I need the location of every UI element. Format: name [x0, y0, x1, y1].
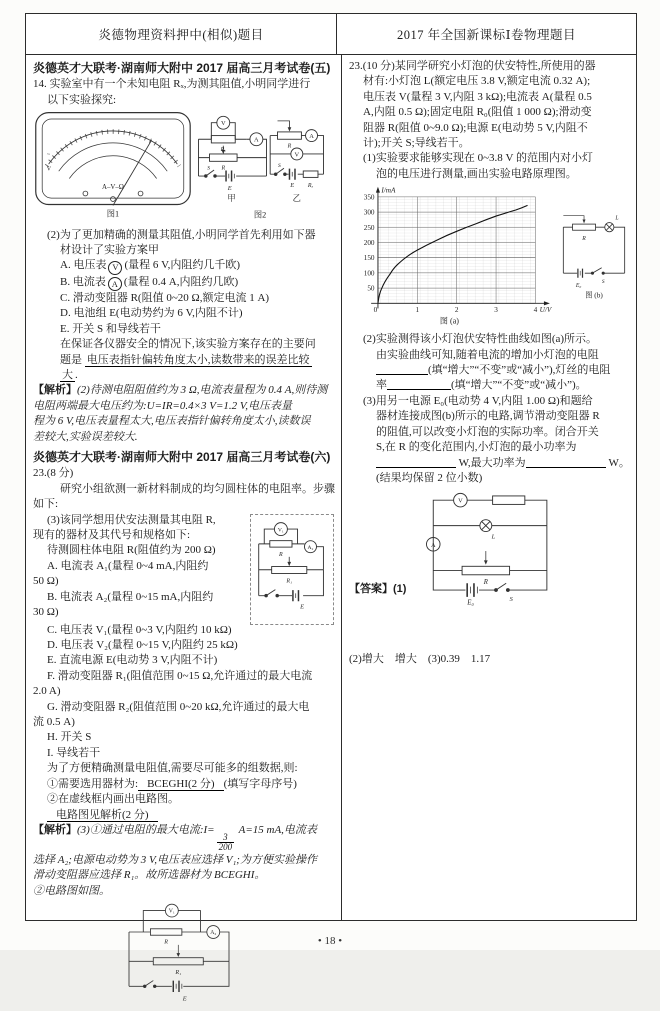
voltmeter-v1-icon: V₁	[277, 527, 284, 534]
selection-underlined-answer: BCEGHI(2 分)	[138, 778, 224, 791]
multimeter-and-circuits-figure	[33, 108, 329, 222]
y-tick: 200	[363, 239, 375, 248]
question-23-body	[349, 74, 631, 151]
selection-suffix: (填写字母序号)	[223, 777, 297, 790]
text-line: F. 滑动变阻器 R₁(阻值范围 0~15 Ω,允许通过的最大电流	[47, 669, 313, 682]
text-line: 30 Ω)	[33, 606, 59, 619]
text-line: 23.(10 分)某同学研究小灯泡的伏安特性,所使用的器	[349, 60, 596, 72]
text-line: E. 直流电源 E(电动势 3 V,内阻不计)	[47, 654, 218, 667]
option-a-prefix: A. 电压表	[60, 259, 107, 272]
analysis-label: 【解析】	[33, 823, 77, 836]
x-tick: 1	[415, 306, 420, 315]
analysis2-first-line	[33, 383, 335, 398]
issue-underlined-answer2: 大	[62, 368, 73, 381]
r-label: R	[287, 143, 292, 150]
text-line: C. 电压表 V₁(量程 0~3 V,内阻约 10 kΩ)	[47, 623, 232, 636]
e0-label: E₀	[575, 283, 582, 290]
text-line: 为了方便精确测量电阻值,需要尽可能多的组数据,则:	[47, 762, 298, 775]
text-line: G. 滑动变阻器 R₂(阻值范围 0~20 kΩ,允许通过的最大电	[47, 700, 310, 713]
ammeter-a2-icon: A₂	[307, 544, 314, 551]
iv-curve-graph	[349, 184, 555, 329]
draw-note-underlined: 电路图见解析(2 分)	[47, 809, 158, 822]
option-b-prefix: B. 电流表	[60, 275, 106, 288]
y-tick: 300	[363, 208, 375, 217]
lamp-l-label: L	[491, 533, 496, 541]
option-a-suffix: (量程 6 V,内阻约几千欧)	[124, 259, 241, 272]
figure-a-b-row	[349, 184, 631, 329]
question-23-head: 23.(8 分)	[33, 467, 74, 480]
right-column	[342, 55, 637, 920]
analysis3-first-line	[33, 823, 335, 853]
text-line: (3)用另一电源 E₀(电动势 4 V,内阻 1.00 Ω)和题给	[363, 394, 593, 407]
selection-prefix: ①需要选用器材为:	[47, 777, 139, 790]
meter-v-label: V	[46, 166, 52, 173]
table-header-row	[26, 14, 636, 55]
blank-line	[349, 456, 631, 471]
circuit-jia	[198, 116, 266, 203]
analysis3-prefix: (3)①通过电阻的最大电流:I=	[77, 823, 215, 836]
rx-label: Rₓ	[220, 147, 226, 154]
option-b-line	[33, 275, 335, 291]
text-line: C. 滑动变阻器 R(阻值 0~20 Ω,额定电流 1 A)	[60, 291, 270, 304]
fraction-3-over-200	[217, 833, 235, 853]
analysis3-suffix: A=15 mA,电流表	[236, 823, 317, 836]
text-line: (1)实验要求能够实现在 0~3.8 V 的范围内对小灯	[363, 152, 594, 165]
voltmeter-icon: V	[458, 498, 463, 506]
text-line: 研究小组欲测一新材料制成的均匀圆柱体的电阻率。步骤	[60, 482, 335, 495]
answer-section	[349, 490, 631, 642]
selection-answer-line	[33, 777, 335, 792]
text-line: 材设计了实验方案甲	[60, 244, 159, 257]
exam6-heading: 炎德英才大联考·湖南师大附中 2017 届高三月考试卷(六)	[33, 450, 331, 464]
text-line: S,在 R 的变化范围内,小灯泡的最小功率为	[376, 441, 577, 454]
analysis2-block	[33, 399, 335, 445]
figure-a-caption: 图 (a)	[439, 316, 459, 326]
voltmeter-letter: V	[112, 262, 119, 273]
x-tick: 2	[454, 306, 459, 315]
text-line: H. 开关 S	[47, 731, 92, 744]
text-line: 14. 实验室中有一个未知电阻 Rₓ,为测其阻值,小明同学进行	[33, 78, 311, 91]
ammeter-letter: A	[111, 278, 118, 289]
ammeter-icon: A	[254, 136, 259, 144]
apparatus-block-with-figure	[33, 513, 335, 623]
option-b-suffix: (量程 0.4 A,内阻约几欧)	[123, 275, 239, 288]
text-line: ②电路图如图。	[33, 884, 110, 897]
lamp-l-label: L	[615, 215, 619, 222]
s-label: S	[277, 163, 281, 170]
text-line: E. 开关 S 和导线若干	[60, 322, 161, 335]
jia-caption: 甲	[227, 194, 236, 204]
text-line: 2.0 A)	[33, 685, 61, 698]
text-line: 待测圆柱体电阻 R(阻值约为 200 Ω)	[47, 544, 216, 557]
analysis2-text: (2)待测电阻阻值约为 3 Ω,电流表量程为 0.4 A,则待测	[77, 384, 328, 397]
analysis3-block	[33, 853, 335, 899]
dashed-circuit-box	[250, 514, 334, 625]
y-tick: 100	[363, 269, 375, 278]
text-line: 电压表 V(量程 3 V,内阻 3 kΩ);电流表 A(量程 0.5	[363, 90, 592, 103]
r1-label: R₁	[286, 578, 293, 585]
draw-note-line	[33, 808, 335, 823]
answer-circuit-large-figure	[109, 899, 259, 1005]
blank-line	[349, 363, 631, 378]
circuit-yi	[270, 121, 323, 203]
header-left-title: 炎德物理资料押中(相似)题目	[26, 14, 337, 54]
options-rest-block	[33, 291, 335, 353]
text-line: 如下:	[33, 498, 59, 511]
option-a-line	[33, 258, 335, 274]
text-line: 计);开关 S;导线若干。	[363, 137, 470, 150]
fraction-denominator: 200	[218, 842, 233, 853]
figure2-caption: 图2	[253, 210, 267, 220]
voltmeter-v1-icon: V₁	[168, 908, 175, 915]
answer-blank	[376, 363, 428, 375]
text-line: 器材连接成图(b)所示的电路,调节滑动变阻器 R	[376, 410, 600, 423]
power-mid-text: W,最大功率为	[458, 456, 526, 469]
e0-label: E₀	[467, 599, 474, 607]
meter-avo-label: A–V–Ω	[102, 184, 124, 192]
text-line: 现有的器材及其代号和规格如下:	[33, 529, 191, 542]
r-label: R	[221, 165, 226, 172]
text-line: A. 电流表 A₁(量程 0~4 mA,内阻约	[47, 559, 209, 572]
ammeter-circle-icon	[108, 277, 122, 291]
rx-label: Rₓ	[307, 183, 314, 190]
issue-answer-line2	[33, 368, 335, 383]
s-label: S	[509, 596, 513, 604]
voltmeter-icon: V	[294, 151, 300, 159]
r1-label: R₁	[175, 970, 182, 977]
blank-suffix: (填“增大”“不变”或“减小”),灯丝的电阻	[428, 364, 611, 377]
exam5-heading: 炎德英才大联考·湖南师大附中 2017 届高三月考试卷(五)	[33, 61, 331, 75]
analysis-label: 【解析】	[33, 384, 77, 397]
blank-line	[349, 378, 631, 393]
blank-prefix: 率	[376, 379, 387, 392]
e-label: E	[182, 995, 187, 1003]
text-line: I. 导线若干	[47, 746, 101, 759]
answer-blank	[387, 378, 451, 390]
figure-b-caption: 图 (b)	[585, 291, 603, 300]
text-line: 差较大,实验误差较大.	[33, 430, 138, 443]
x-tick: 0	[373, 306, 378, 315]
r-label: R	[279, 551, 283, 558]
issue-suffix: .	[75, 368, 78, 381]
y-tick: 50	[367, 284, 375, 293]
text-line: (2)为了更加精确的测量其阻值,小明同学首先利用如下器	[47, 228, 316, 241]
x-axis-label: U/V	[539, 306, 552, 315]
text-line: 阻器 R(阻值 0~9.0 Ω);电源 E(电动势 5 V,内阻不	[363, 121, 588, 134]
power-end-text: W。	[608, 456, 630, 469]
text-line: 以下实验探究:	[47, 93, 117, 106]
blank-suffix: (填“增大”“不变”或“减小”)。	[451, 379, 587, 392]
r-label: R	[582, 236, 586, 243]
y-tick: 250	[363, 224, 375, 233]
text-line: 流 0.5 A)	[33, 716, 75, 729]
text-line: A,内阻 0.5 Ω);固定电阻 R₀(阻值 1 000 Ω);滑动变	[363, 106, 592, 119]
text-line: 材有:小灯泡 L(额定电压 3.8 V,额定电流 0.32 A);	[363, 75, 591, 88]
r-label: R	[483, 579, 488, 587]
text-line: 在保证各仪器安全的情况下,该实验方案存在的主要问	[60, 338, 316, 351]
answer-circuit-figure	[411, 490, 581, 607]
e-label: E	[300, 603, 305, 611]
ammeter-a2-icon: A₂	[210, 930, 217, 937]
text-line: D. 电压表 V₂(量程 0~15 V,内阻约 25 kΩ)	[47, 639, 238, 652]
text-line: 程为 6 V,电压表量程太大,电压表指针偏转角度太小,读数误	[33, 415, 311, 428]
text-line: 泡的电压进行测量,画出实验电路原理图。	[376, 167, 577, 180]
answer-circuit-small-figure	[253, 518, 331, 616]
r-label: R	[164, 939, 169, 946]
y-axis-label: I/mA	[381, 186, 396, 195]
text-line: 滑动变阻器应选择 R₁。故所选器材为 BCEGHI。	[33, 869, 266, 882]
e-label: E	[290, 182, 295, 190]
ammeter-icon: A	[309, 133, 314, 141]
fraction-numerator: 3	[223, 831, 228, 842]
answer-circuit-large-wrap	[33, 899, 335, 1010]
voltmeter-circle-icon	[108, 261, 122, 275]
yi-caption: 乙	[292, 194, 301, 204]
y-tick: 150	[363, 254, 375, 263]
text-line: B. 电流表 A₂(量程 0~15 mA,内阻约	[47, 590, 214, 603]
ammeter-icon: A	[430, 542, 436, 550]
text-line: 50 Ω)	[33, 575, 59, 588]
circuit-b-figure	[557, 208, 631, 300]
x-tick: 3	[494, 306, 498, 315]
text-line: 电阻两端最大电压约为:U=IR=0.4×3 V=1.2 V,电压表量	[33, 399, 292, 412]
text-line: (3)该同学想用伏安法测量其电阻 R,	[47, 513, 216, 526]
header-right-title: 2017 年全国新课标Ⅰ卷物理题目	[396, 28, 577, 42]
issue-underlined-answer: 电压表指针偏转角度太小,读数带来的误差比较	[86, 353, 310, 366]
meter-tilde-label: ~	[46, 151, 51, 159]
voltmeter-icon: V	[220, 120, 226, 128]
issue-answer-line	[33, 353, 335, 368]
y-tick: 350	[363, 193, 375, 202]
text-line: 选择 A₂;电源电动势为 3 V,电压表应选择 V₁;为方便实验操作	[33, 853, 317, 866]
e-label: E	[227, 185, 232, 193]
final-answers-line: (2)增大 增大 (3)0.39 1.17	[349, 653, 491, 666]
figure1-caption: 图1	[106, 209, 120, 219]
answer-blank	[526, 456, 606, 468]
text-line: ②在虚线框内画出电路图。	[47, 793, 179, 806]
text-line: D. 电池组 E(电动势约为 6 V,内阻不计)	[60, 307, 243, 320]
x-tick: 4	[533, 306, 538, 315]
text-line: (结果均保留 2 位小数)	[376, 471, 483, 484]
s-label: S	[601, 279, 605, 286]
page-number: • 18 •	[317, 935, 343, 947]
text-line: (2)实验测得该小灯泡伏安特性曲线如图(a)所示。	[363, 333, 598, 346]
text-line: 的阻值,可以改变小灯泡的实际功率。闭合开关	[376, 425, 599, 438]
issue-prefix: 题是	[60, 353, 82, 366]
s-label: S	[207, 165, 210, 172]
multimeter-figure	[36, 113, 190, 206]
text-line: 由实验曲线可知,随着电流的增加小灯泡的电阻	[376, 348, 599, 361]
answer-label: 【答案】(1)	[349, 583, 407, 596]
answer-blank	[376, 456, 456, 468]
